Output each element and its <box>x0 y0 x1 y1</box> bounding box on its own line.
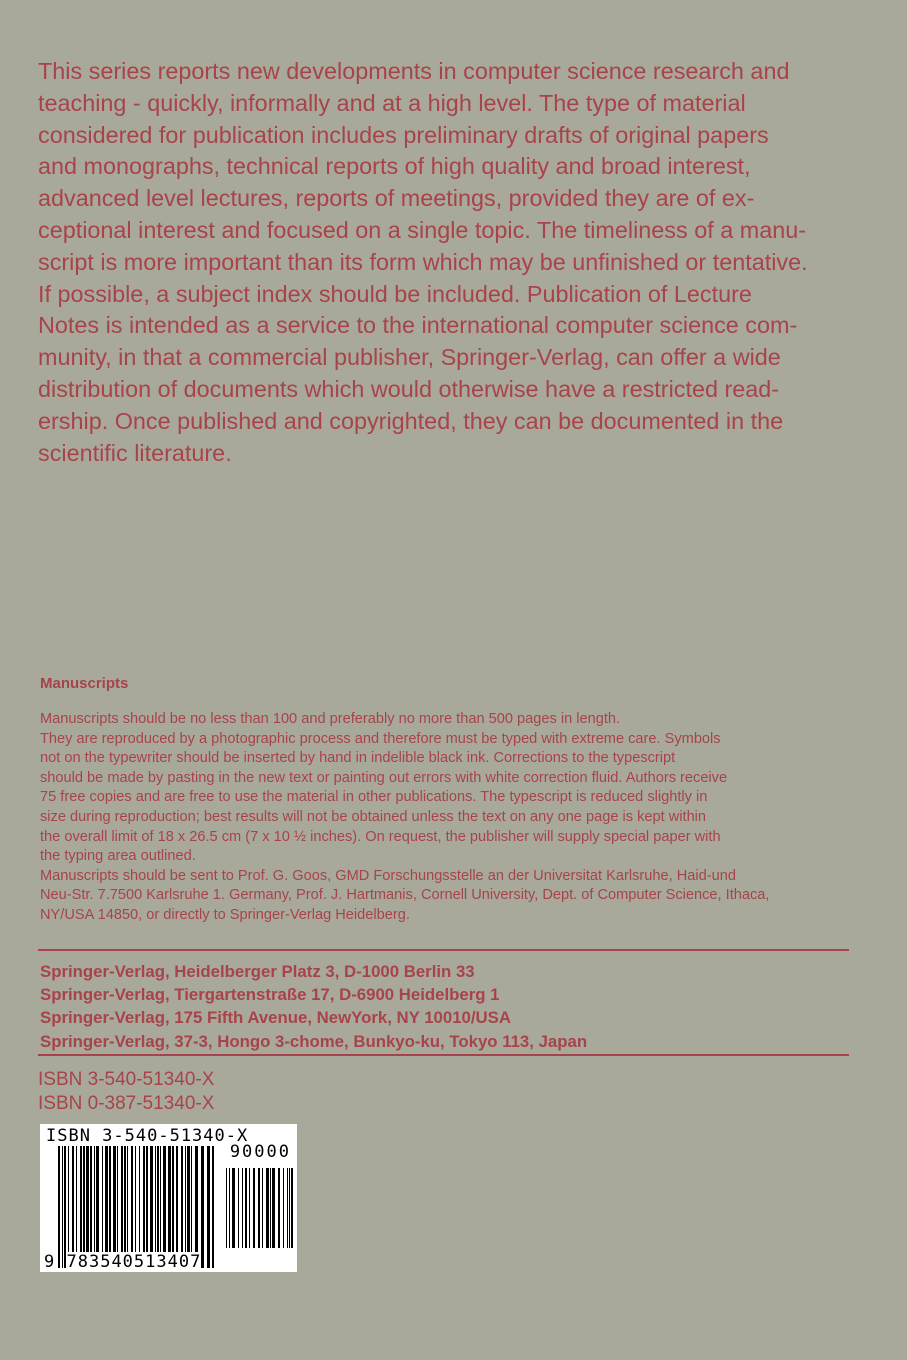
ean-first-digit: 9 <box>44 1252 56 1272</box>
divider <box>38 949 849 951</box>
barcode-bar <box>226 1168 227 1248</box>
text-line: Manuscripts should be sent to Prof. G. Goos, GMD Forschungsstelle an der Universitat Karlsruhe, Haid-und <box>40 867 736 884</box>
barcode-bar <box>157 1146 159 1268</box>
barcode-bar <box>195 1146 198 1268</box>
barcode <box>40 1124 297 1272</box>
address-line: Springer-Verlag, 175 Fifth Avenue, NewYork, NY 10010/USA <box>40 1008 511 1028</box>
barcode-bar <box>168 1146 171 1268</box>
text-line: scientific literature. <box>38 439 232 466</box>
text-line: Neu-Str. 7.7500 Karlsruhe 1. Germany, Prof. J. Hartmanis, Cornell University, Dept. of Computer Science, Ithaca, <box>40 887 770 904</box>
barcode-bar <box>207 1146 210 1268</box>
series-description <box>38 56 868 469</box>
barcode-bar <box>245 1168 247 1248</box>
text-line: Manuscripts should be no less than 100 and preferably no more than 500 pages in length. <box>40 711 621 727</box>
isbn-list <box>38 1068 214 1116</box>
barcode-bar <box>131 1146 133 1268</box>
text-line: teaching - quickly, informally and at a high level. The type of material <box>38 89 746 116</box>
barcode-bar <box>102 1146 103 1268</box>
text-line: ceptional interest and focused on a single topic. The timeliness of a manu- <box>38 216 807 243</box>
barcode-bar <box>139 1146 140 1268</box>
barcode-bar <box>121 1146 123 1268</box>
barcode-bar <box>146 1146 148 1268</box>
barcode-bar <box>270 1168 271 1248</box>
text-line: Notes is intended as a service to the international computer science com- <box>38 312 798 339</box>
barcode-bar <box>76 1146 77 1268</box>
isbn-line: ISBN 0-387-51340-X <box>38 1093 215 1114</box>
text-line: should be made by pasting in the new text or painting out errors with white correction fluid. Authors receive <box>40 769 728 786</box>
text-line: advanced level lectures, reports of meetings, provided they are of ex- <box>38 185 755 212</box>
manuscripts-heading: Manuscripts <box>40 675 129 692</box>
barcode-isbn-text: ISBN 3-540-51340-X <box>46 1126 249 1146</box>
barcode-bar <box>232 1168 235 1248</box>
barcode-bar <box>58 1146 60 1268</box>
text-line: not on the typewriter should be inserted by hand in indelible black ink. Corrections to the typescript <box>40 750 676 767</box>
barcode-bar <box>229 1168 230 1248</box>
publisher-addresses <box>40 960 587 1053</box>
barcode-bar <box>113 1146 116 1268</box>
barcode-bar <box>272 1168 275 1248</box>
barcode-bar <box>160 1146 161 1268</box>
text-line: 75 free copies and are free to use the material in other publications. The typescript is reduced slightly in <box>40 789 708 806</box>
divider <box>38 1054 849 1056</box>
ean-digits: 783540513407 <box>66 1252 202 1272</box>
barcode-bar <box>201 1146 204 1268</box>
barcode-bar <box>90 1146 92 1268</box>
text-line: the typing area outlined. <box>40 848 196 865</box>
barcode-bar <box>238 1168 239 1248</box>
barcode-addon-number: 90000 <box>229 1142 291 1162</box>
isbn-line: ISBN 3-540-51340-X <box>38 1069 215 1090</box>
text-line: the overall limit of 18 x 26.5 cm (7 x 10 ½ inches). On request, the publisher will supply special paper with <box>40 828 721 845</box>
barcode-bar <box>262 1168 263 1248</box>
barcode-bar <box>135 1146 136 1268</box>
barcode-bar <box>242 1168 243 1248</box>
barcode-bar <box>68 1146 69 1268</box>
barcode-bar <box>96 1146 99 1268</box>
barcode-bar <box>185 1146 186 1268</box>
barcode-bar <box>291 1168 293 1248</box>
barcode-bar <box>253 1168 255 1248</box>
barcode-bar <box>212 1146 214 1268</box>
barcode-bar <box>155 1146 156 1268</box>
text-line: distribution of documents which would otherwise have a restricted read- <box>38 375 780 402</box>
barcode-bar <box>289 1168 290 1248</box>
barcode-bar <box>249 1168 250 1248</box>
barcode-ean-number <box>44 1252 201 1272</box>
address-line: Springer-Verlag, Heidelberger Platz 3, D-1000 Berlin 33 <box>40 962 475 981</box>
barcode-bar <box>143 1146 145 1268</box>
text-line: munity, in that a commercial publisher, Springer-Verlag, can offer a wide <box>38 344 781 371</box>
text-line: considered for publication includes preliminary drafts of original papers <box>38 121 769 148</box>
barcode-bar <box>109 1146 111 1268</box>
text-line: and monographs, technical reports of high quality and broad interest, <box>38 153 751 180</box>
manuscripts-body <box>40 710 769 926</box>
text-line: This series reports new developments in computer science research and <box>38 58 790 84</box>
address-line: Springer-Verlag, Tiergartenstraße 17, D-6900 Heidelberg 1 <box>40 985 500 1005</box>
text-line: size during reproduction; best results will not be obtained unless the text on any one page is kept within <box>40 808 707 825</box>
barcode-bar <box>127 1146 128 1268</box>
barcode-bar <box>105 1146 108 1268</box>
barcode-bar <box>62 1146 63 1268</box>
barcode-bar <box>94 1146 95 1268</box>
text-line: They are reproduced by a photographic process and therefore must be typed with extreme care. Symbols <box>40 730 721 747</box>
text-line: NY/USA 14850, or directly to Springer-Verlag Heidelberg. <box>40 906 410 923</box>
barcode-bar <box>117 1146 118 1268</box>
text-line: script is more important than its form which may be unfinished or tentative. <box>38 248 808 275</box>
address-line: Springer-Verlag, 37-3, Hongo 3-chome, Bunkyo-ku, Tokyo 113, Japan <box>40 1031 588 1051</box>
barcode-bar <box>172 1146 174 1268</box>
barcode-bar <box>83 1146 85 1268</box>
barcode-bar <box>187 1146 190 1268</box>
barcode-bar <box>278 1168 280 1248</box>
barcode-bar <box>191 1146 192 1268</box>
barcode-bar <box>176 1146 178 1268</box>
barcode-bar <box>64 1146 66 1268</box>
barcode-bar <box>80 1146 82 1268</box>
text-line: ership. Once published and copyrighted, they can be documented in the <box>38 407 784 434</box>
barcode-bar <box>86 1146 89 1268</box>
barcode-bar <box>283 1168 284 1248</box>
barcode-bar <box>266 1168 269 1248</box>
barcode-bar <box>72 1146 74 1268</box>
text-line: If possible, a subject index should be included. Publication of Lecture <box>38 280 752 307</box>
barcode-bar <box>163 1146 166 1268</box>
barcode-bar <box>287 1168 288 1248</box>
barcode-bar <box>181 1146 183 1268</box>
barcode-bar <box>150 1146 153 1268</box>
barcode-bar <box>258 1168 260 1248</box>
barcode-bar <box>124 1146 126 1268</box>
